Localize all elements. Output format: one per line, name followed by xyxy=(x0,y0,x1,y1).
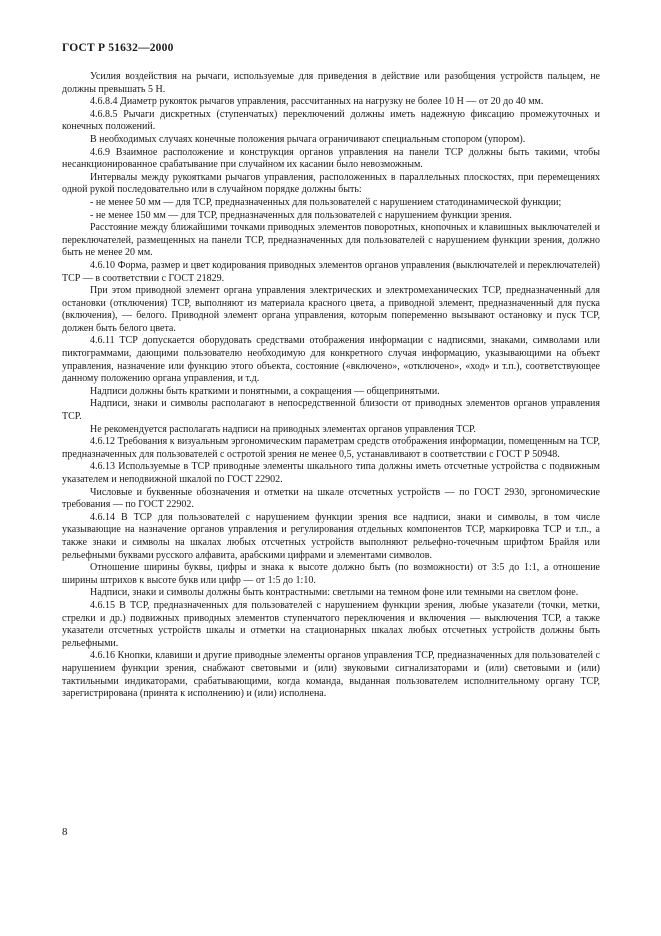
paragraph: Интервалы между рукоятками рычагов управления, расположенных в параллельных плоскостях, при перемещениях одной рукой последовательно или в случайном порядке должны быть: xyxy=(62,171,600,196)
paragraph: Отношение ширины буквы, цифры и знака к высоте должно быть (по возможности) от 3:5 до 1:1, а отношение ширины штрихов к высоте букв или цифр — от 1:5 до 1:10. xyxy=(62,562,600,586)
paragraph: Надписи, знаки и символы должны быть контрастными: светлыми на темном фоне или темными на светлом фоне. xyxy=(90,587,579,599)
paragraph: Расстояние между ближайшими точками приводных элементов поворотных, кнопочных и клавишных выключателей и переключателей, размещенных на панели ТСР, предназначенных для пользователей с нарушением функции зрения, должно быть не менее 20 мм. xyxy=(62,222,600,259)
paragraph: При этом приводной элемент органа управления электрических и электромеханических ТСР, предназначенный для остановки (отключения) ТСР, выполняют из материала красного цвета, а приводной элемент, предназначенный для пуска (включения), — белого. Приводной элемент органа управления, которым попеременно вызывают остановку и пуск ТСР, должен быть белого цвета. xyxy=(62,285,600,334)
paragraph: 4.6.13 Используемые в ТСР приводные элементы шкального типа должны иметь отсчетные устройства с подвижным указателем и неподвижной шкалой по ГОСТ 22902. xyxy=(62,461,600,485)
paragraph: Надписи должны быть краткими и понятными, а сокращения — общепринятыми. xyxy=(90,385,440,397)
list-item: - не менее 150 мм — для ТСР, предназначенных для пользователей с нарушением функции зрения. xyxy=(90,209,512,221)
paragraph: В необходимых случаях конечные положения рычага ограничивают специальным стопором (упором). xyxy=(90,133,526,145)
list-item: - не менее 50 мм — для ТСР, предназначенных для пользователей с нарушением статодинамической функции; xyxy=(90,196,562,208)
paragraph: 4.6.8.4 Диаметр рукояток рычагов управления, рассчитанных на нагрузку не более 10 Н — от 20 до 40 мм. xyxy=(90,96,544,108)
paragraph: 4.6.9 Взаимное расположение и конструкция органов управления на панели ТСР должны быть такими, чтобы несанкционированное срабатывание при случайном их касании было невозможным. xyxy=(62,146,600,171)
paragraph: 4.6.11 ТСР допускается оборудовать средствами отображения информации с надписями, знаками, символами или пиктограммами, дающими пользователю необходимую для конкретного случая информацию, указывающими на объект управления, назначение или функцию этого объекта, состояние («включено», «отключено», «ход» и т.п.), соответствующее данному положению органа управления, и т.д. xyxy=(62,335,600,385)
paragraph: Надписи, знаки и символы располагают в непосредственной близости от приводных элементов органов управления ТСР. xyxy=(62,398,600,423)
paragraph: 4.6.16 Кнопки, клавиши и другие приводные элементы органов управления ТСР, предназначенных для пользователей с нарушением функции зрения, снабжают световыми и (или) звуковыми сигнализаторами и (или) световыми и (или) тактильными индикаторами, срабатывающими, когда команда, выданная пользователем исполнительному органу ТСР, зарегистрирована (принята к исполнению) и (или) исполнена. xyxy=(62,650,600,700)
paragraph: 4.6.15 В ТСР, предназначенных для пользователей с нарушением функции зрения, любые указатели (точки, метки, стрелки и др.) подвижных приводных элементов ступенчатого переключения и включения — выключения ТСР, а также указатели отсчетных устройств шкалы и отметки на стационарных шкалах любых отсчетных устройств должны быть рельефными. xyxy=(62,599,600,649)
paragraph: Не рекомендуется располагать надписи на приводных элементах органов управления ТСР. xyxy=(90,423,476,435)
paragraph: Числовые и буквенные обозначения и отметки на шкале отсчетных устройств — по ГОСТ 2930, эргономические требования — по ГОСТ 22902. xyxy=(62,486,600,511)
body-text xyxy=(62,71,600,701)
paragraph: 4.6.12 Требования к визуальным эргономическим параметрам средств отображения информации, помещенным на ТСР, предназначенных для пользователей с остротой зрения не менее 0,5, устанавливают в соответствии с ГОСТ Р 50948. xyxy=(62,436,600,460)
paragraph: 4.6.10 Форма, размер и цвет кодирования приводных элементов органов управления (выключателей и переключателей) ТСР — в соответствии с ГОСТ 21829. xyxy=(62,259,600,284)
standard-header: ГОСТ Р 51632—2000 xyxy=(62,42,174,54)
paragraph: 4.6.14 В ТСР для пользователей с нарушением функции зрения все надписи, знаки и символы, в том числе указывающие на назначение органов управления и регулирования отдельных компонентов ТСР, маркировка ТСР и т.п., а также знаки и символы на шкалах любых отсчетных устройств выполняют рельефно-точечным шрифтом Брайля или рельефными буквами русского алфавита, арабскими цифрами и элементами символов. xyxy=(62,511,600,561)
paragraph: Усилия воздействия на рычаги, используемые для приведения в действие или разобщения устройств пальцем, не должны превышать 5 Н. xyxy=(62,71,600,95)
page-number: 8 xyxy=(62,826,68,838)
paragraph: 4.6.8.5 Рычаги дискретных (ступенчатых) переключений должны иметь надежную фиксацию промежуточных и конечных положений. xyxy=(62,108,600,133)
